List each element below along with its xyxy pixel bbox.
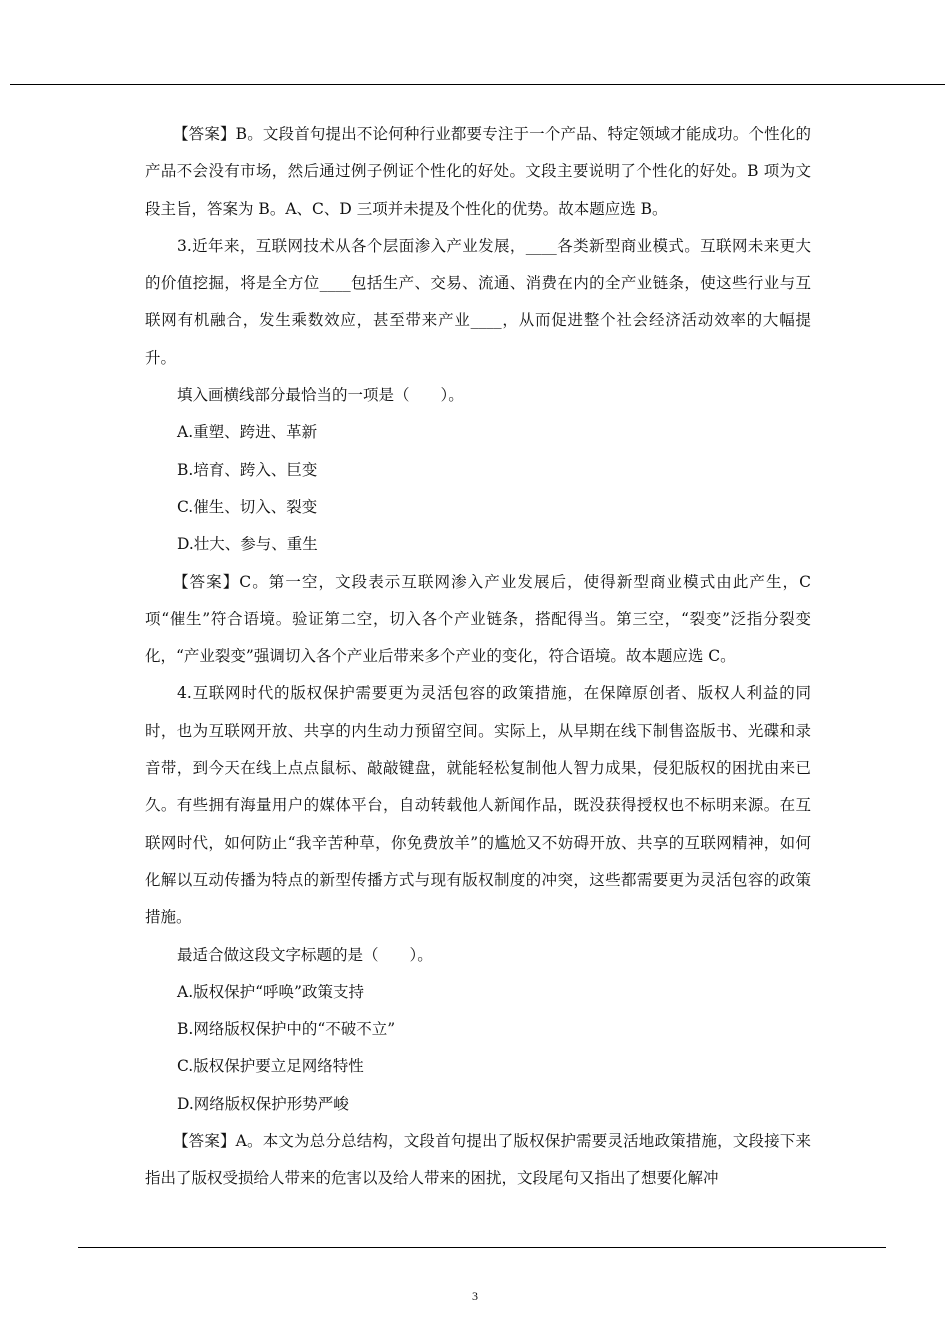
question-4-option-b: B.网络版权保护中的“不破不立” [177, 1020, 396, 1039]
answer-2-paragraph: 【答案】B。文段首句提出不论何种行业都要专注于一个产品、特定领域才能成功。个性化的产品不会没有市场，然后通过例子例证个性化的好处。文段主要说明了个性化的好处。B 项为文段主旨，答案为 B。A、C、D 三项并未提及个性化的优势。故本题应选 B。 [145, 125, 811, 218]
header-rule [10, 84, 945, 85]
question-3-option-a: A.重塑、跨进、革新 [177, 423, 318, 442]
question-3-prompt: 填入画横线部分最恰当的一项是（ ）。 [177, 386, 464, 405]
question-3-option-b: B.培育、跨入、巨变 [177, 460, 318, 479]
question-4-option-c: C.版权保护要立足网络特性 [177, 1057, 364, 1076]
question-3-paragraph: 3.近年来，互联网技术从各个层面渗入产业发展，____各类新型商业模式。互联网未来更大的价值挖掘，将是全方位____包括生产、交易、流通、消费在内的全产业链条，使这些行业与互联网有机融合，发生乘数效应，甚至带来产业____，从而促进整个社会经济活动效率的大幅提升。 [145, 236, 811, 367]
question-4-option-a: A.版权保护“呼唤”政策支持 [177, 982, 364, 1001]
question-4-prompt: 最适合做这段文字标题的是（ ）。 [177, 945, 433, 964]
question-4-option-d: D.网络版权保护形势严峻 [177, 1094, 349, 1113]
page-number: 3 [472, 1289, 478, 1303]
question-3-option-c: C.催生、切入、裂变 [177, 497, 318, 516]
question-3-option-d: D.壮大、参与、重生 [177, 535, 318, 554]
document-body [145, 116, 811, 1198]
answer-3-paragraph: 【答案】C。第一空，文段表示互联网渗入产业发展后，使得新型商业模式由此产生，C 项“催生”符合语境。验证第二空，切入各个产业链条，搭配得当。第三空，“裂变”泛指分裂变化，“产业裂变”强调切入各个产业后带来多个产业的变化，符合语境。故本题应选 C。 [145, 572, 811, 666]
question-4-paragraph: 4.互联网时代的版权保护需要更为灵活包容的政策措施，在保障原创者、版权人利益的同时，也为互联网开放、共享的内生动力预留空间。实际上，从早期在线下制售盗版书、光碟和录音带，到今天在线上点点鼠标、敲敲键盘，就能轻松复制他人智力成果，侵犯版权的困扰由来已久。有些拥有海量用户的媒体平台，自动转载他人新闻作品，既没获得授权也不标明来源。在互联网时代，如何防止“我辛苦种草，你免费放羊”的尴尬又不妨碍开放、共享的互联网精神，如何化解以互动传播为特点的新型传播方式与现有版权制度的冲突，这些都需要更为灵活包容的政策措施。 [145, 684, 811, 927]
answer-4-paragraph: 【答案】A。本文为总分总结构，文段首句提出了版权保护需要灵活地政策措施，文段接下来指出了版权受损给人带来的危害以及给人带来的困扰，文段尾句又指出了想要化解冲 [145, 1132, 811, 1188]
footer-rule [78, 1247, 886, 1248]
